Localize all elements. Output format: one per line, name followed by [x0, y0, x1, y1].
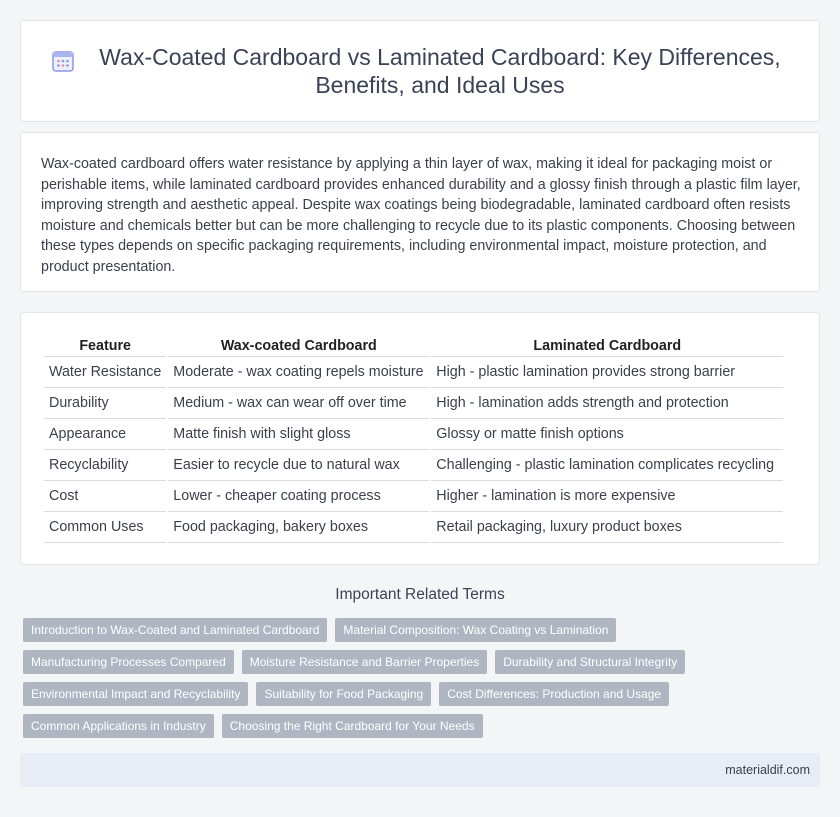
cell-wax: Lower - cheaper coating process [168, 481, 429, 512]
footer-site-link[interactable]: materialdif.com [725, 763, 810, 777]
cell-feature: Recyclability [44, 450, 166, 481]
table-row [44, 419, 783, 450]
header-feature: Feature [44, 333, 166, 357]
cell-wax: Food packaging, bakery boxes [168, 512, 429, 543]
table-row [44, 388, 783, 419]
related-term-tag[interactable]: Introduction to Wax-Coated and Laminated Cardboard [23, 618, 327, 642]
cell-laminated: Higher - lamination is more expensive [431, 481, 783, 512]
intro-card [20, 132, 820, 292]
cell-feature: Cost [44, 481, 166, 512]
tag-row [23, 714, 823, 738]
table-row [44, 512, 783, 543]
cell-laminated: High - lamination adds strength and protection [431, 388, 783, 419]
comparison-card [20, 312, 820, 565]
related-term-tag[interactable]: Cost Differences: Production and Usage [439, 682, 669, 706]
cell-feature: Appearance [44, 419, 166, 450]
table-row [44, 481, 783, 512]
tag-row [23, 682, 823, 706]
tag-row [23, 618, 823, 642]
tag-row [23, 650, 823, 674]
title-card [20, 20, 820, 122]
intro-paragraph: Wax-coated cardboard offers water resistance by applying a thin layer of wax, making it ideal for packaging moist or perishable items, while laminated cardboard provides enhanced durability and a glossy finish through a plastic film layer, improving strength and aesthetic appeal. Despite wax coatings being biodegradable, laminated cardboard often resists moisture and chemicals better but can be more challenging to recycle due to its plastic components. Choosing between these types depends on specific packaging requirements, including environmental impact, moisture protection, and product presentation. [41, 156, 801, 275]
footer-bar [20, 753, 820, 787]
related-term-tag[interactable]: Durability and Structural Integrity [495, 650, 685, 674]
cell-wax: Matte finish with slight gloss [168, 419, 429, 450]
cell-feature: Durability [44, 388, 166, 419]
table-row [44, 357, 783, 388]
related-term-tag[interactable]: Choosing the Right Cardboard for Your Needs [222, 714, 483, 738]
cell-wax: Moderate - wax coating repels moisture [168, 357, 429, 388]
related-term-tag[interactable]: Environmental Impact and Recyclability [23, 682, 248, 706]
related-terms-list [23, 618, 823, 746]
comparison-table [42, 333, 785, 543]
page-title: Wax-Coated Cardboard vs Laminated Cardboard: Key Differences, Benefits, and Ideal Uses [99, 44, 781, 98]
related-term-tag[interactable]: Common Applications in Industry [23, 714, 214, 738]
related-term-tag[interactable]: Suitability for Food Packaging [256, 682, 431, 706]
header-wax-coated: Wax-coated Cardboard [168, 333, 429, 357]
related-term-tag[interactable]: Material Composition: Wax Coating vs Lamination [335, 618, 616, 642]
cell-laminated: High - plastic lamination provides strong barrier [431, 357, 783, 388]
cell-laminated: Glossy or matte finish options [431, 419, 783, 450]
header-laminated: Laminated Cardboard [431, 333, 783, 357]
related-term-tag[interactable]: Moisture Resistance and Barrier Properties [242, 650, 487, 674]
cell-wax: Easier to recycle due to natural wax [168, 450, 429, 481]
table-row [44, 450, 783, 481]
cell-feature: Common Uses [44, 512, 166, 543]
cell-laminated: Challenging - plastic lamination complicates recycling [431, 450, 783, 481]
cell-wax: Medium - wax can wear off over time [168, 388, 429, 419]
table-header-row [44, 333, 783, 357]
related-term-tag[interactable]: Manufacturing Processes Compared [23, 650, 234, 674]
cell-feature: Water Resistance [44, 357, 166, 388]
related-terms-heading: Important Related Terms [335, 586, 505, 603]
cell-laminated: Retail packaging, luxury product boxes [431, 512, 783, 543]
